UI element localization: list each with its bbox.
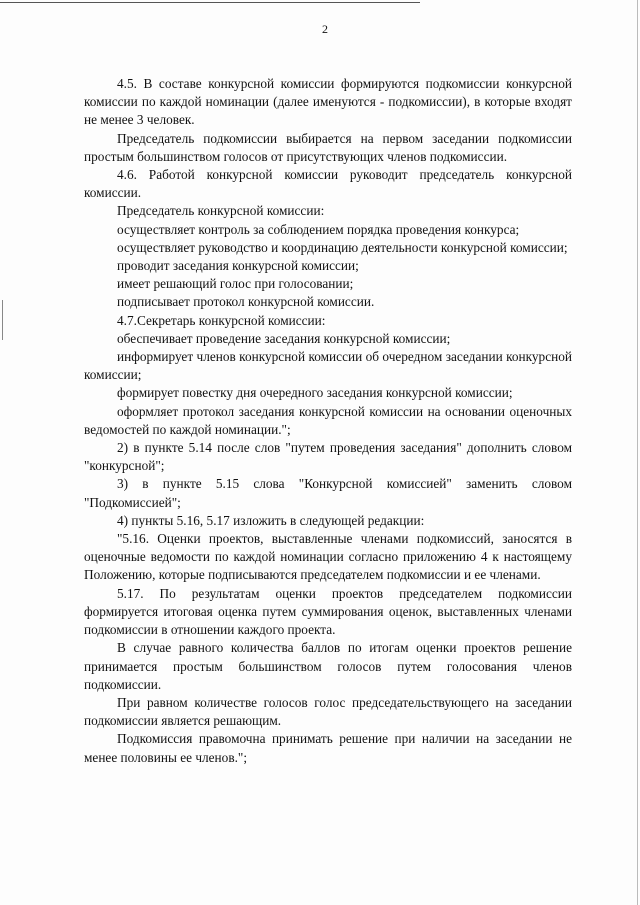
paragraph: 4) пункты 5.16, 5.17 изложить в следующей редакции: [117, 512, 425, 528]
paragraph: 2) в пункте 5.14 после слов "путем проведения заседания" дополнить словом "конкурсной"; [84, 440, 572, 474]
paragraph: обеспечивает проведение заседания конкурсной комиссии; [117, 330, 451, 346]
paragraph: 4.5. В составе конкурсной комиссии формируются подкомиссии конкурсной комиссии по каждой номинации (далее именуются - подкомиссии), в которые входят не менее 3 человек. [84, 76, 572, 128]
paragraph: 4.6. Работой конкурсной комиссии руководит председатель конкурсной комиссии. [84, 167, 572, 201]
paragraph: 3) в пункте 5.15 слова "Конкурсной комиссией" заменить словом "Подкомиссией"; [84, 476, 572, 510]
paragraph: оформляет протокол заседания конкурсной комиссии на основании оценочных ведомостей по каждой номинации."; [84, 403, 572, 437]
paragraph: осуществляет контроль за соблюдением порядка проведения конкурса; [117, 221, 520, 237]
document-body [84, 75, 572, 767]
paragraph: При равном количестве голосов голос председательствующего на заседании подкомиссии является решающим. [84, 694, 572, 729]
scan-edge-left [2, 300, 3, 340]
paragraph: 4.7.Секретарь конкурсной комиссии: [117, 312, 326, 328]
paragraph: имеет решающий голос при голосовании; [117, 276, 354, 292]
page-number: 2 [322, 22, 328, 36]
paragraph: "5.16. Оценки проектов, выставленные членами подкомиссий, заносятся в оценочные ведомости по каждой номинации согласно приложению 4 к настоящему Положению, которые подписываются председателем подкомиссии и ее членами. [84, 531, 572, 583]
scan-edge-right [637, 0, 638, 905]
paragraph: информирует членов конкурсной комиссии об очередном заседании конкурсной комиссии; [84, 349, 572, 383]
scan-edge-top [0, 2, 420, 3]
paragraph: Председатель конкурсной комиссии: [117, 203, 325, 219]
paragraph: проводит заседания конкурсной комиссии; [117, 258, 359, 274]
paragraph: В случае равного количества баллов по итогам оценки проектов решение принимается простым большинством голосов путем голосования членов подкомиссии. [84, 640, 572, 692]
paragraph: Председатель подкомиссии выбирается на первом заседании подкомиссии простым большинством голосов от присутствующих членов подкомиссии. [84, 130, 572, 164]
paragraph: 5.17. По результатам оценки проектов председателем подкомиссии формируется итоговая оценка путем суммирования оценок, выставленных членами подкомиссии в отношении каждого проекта. [84, 585, 572, 638]
paragraph: формирует повестку дня очередного заседания конкурсной комиссии; [117, 385, 513, 401]
paragraph: осуществляет руководство и координацию деятельности конкурсной комиссии; [117, 239, 568, 255]
paragraph: Подкомиссия правомочна принимать решение при наличии на заседании не менее половины ее членов."; [84, 731, 572, 765]
paragraph: подписывает протокол конкурсной комиссии. [117, 294, 375, 310]
